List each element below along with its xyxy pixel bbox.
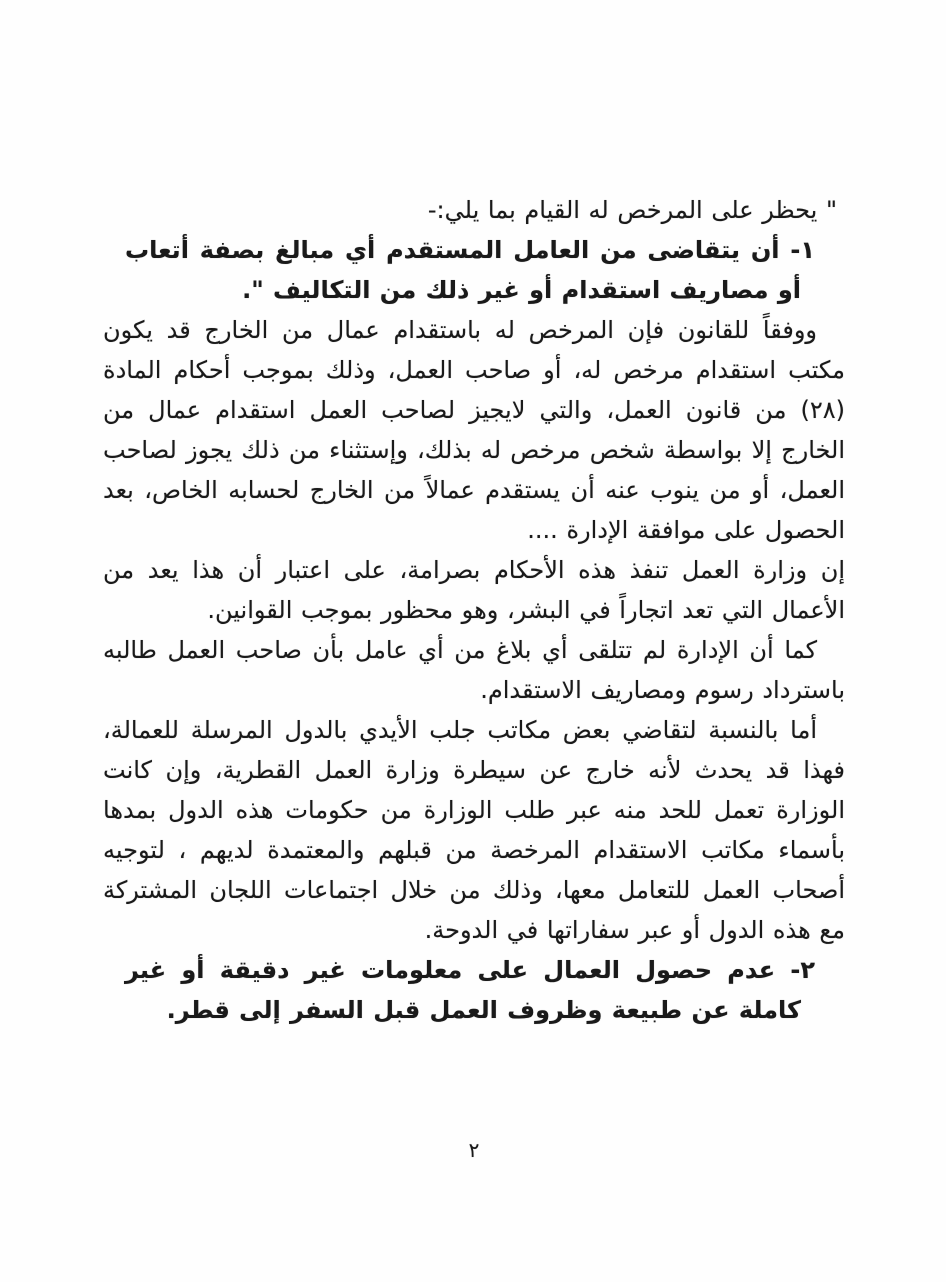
page-number: ٢ <box>468 1138 480 1162</box>
body-paragraph-4: أما بالنسبة لتقاضي بعض مكاتب جلب الأيدي بالدول المرسلة للعمالة، فهذا قد يحدث لأنه خارج عن سيطرة وزارة العمل القطرية، وإن كانت الوزارة تعمل للحد منه عبر طلب الوزارة من حكومات هذه الدول بمدها بأسماء مكاتب الاستقدام المرخصة من قبلهم والمعتمدة لديهم ، لتوجيه أصحاب العمل للتعامل معها، وذلك من خلال اجتماعات اللجان المشتركة مع هذه الدول أو عبر سفاراتها في الدوحة. <box>103 716 845 944</box>
body-paragraph-1: ووفقاً للقانون فإن المرخص له باستقدام عمال من الخارج قد يكون مكتب استقدام مرخص له، أو صاحب العمل، وذلك بموجب أحكام المادة (٢٨) من قانون العمل، والتي لايجيز لصاحب العمل استقدام عمال من الخارج إلا بواسطة شخص مرخص له بذلك، وإستثناء من ذلك يجوز لصاحب العمل، أو من ينوب عنه أن يستقدم عمالاً من الخارج لحسابه الخاص، بعد الحصول على موافقة الإدارة .... <box>103 316 845 544</box>
document-body <box>103 190 845 1030</box>
body-paragraph-2: إن وزارة العمل تنفذ هذه الأحكام بصرامة، على اعتبار أن هذا يعد من الأعمال التي تعد اتجاراً في البشر، وهو محظور بموجب القوانين. <box>103 556 845 624</box>
prohibition-item-2: ٢- عدم حصول العمال على معلومات غير دقيقة أو غير كاملة عن طبيعة وظروف العمل قبل السفر إلى قطر. <box>125 956 815 1024</box>
intro-quote-line: " يحظر على المرخص له القيام بما يلي:- <box>427 196 837 224</box>
prohibition-item-1: ١- أن يتقاضى من العامل المستقدم أي مبالغ بصفة أتعاب أو مصاريف استقدام أو غير ذلك من التكاليف ". <box>125 236 815 304</box>
body-paragraph-3: كما أن الإدارة لم تتلقى أي بلاغ من أي عامل بأن صاحب العمل طالبه باسترداد رسوم ومصاريف الاستقدام. <box>103 636 845 704</box>
